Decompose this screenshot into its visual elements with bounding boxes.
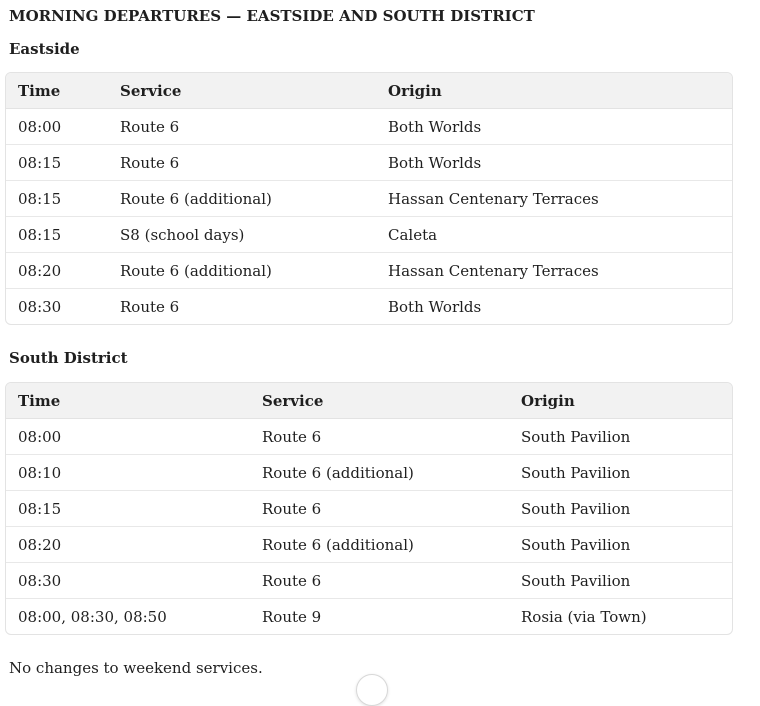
departure-time: 08:20 bbox=[6, 253, 108, 289]
departure-origin: Caleta bbox=[376, 217, 732, 253]
footer-note: No changes to weekend services. bbox=[9, 659, 263, 677]
departure-service: Route 6 bbox=[262, 427, 322, 446]
column-header-service: Service bbox=[108, 73, 376, 109]
departure-service: Route 6 bbox=[250, 491, 509, 527]
table-row bbox=[6, 563, 732, 599]
departure-time: 08:15 bbox=[6, 145, 108, 181]
departure-time: 08:20 bbox=[6, 527, 250, 563]
departure-origin: Rosia (via Town) bbox=[509, 599, 732, 635]
eastside-table bbox=[6, 73, 732, 324]
departure-time: 08:10 bbox=[6, 455, 250, 491]
departure-time: 08:15 bbox=[6, 217, 108, 253]
departure-time: 08:00, 08:30, 08:50 bbox=[6, 599, 250, 635]
departure-time: 08:15 bbox=[6, 491, 250, 527]
departure-origin: Both Worlds bbox=[376, 145, 732, 181]
column-header-service: Service bbox=[250, 383, 509, 419]
table-row bbox=[6, 289, 732, 325]
departure-service: Route 6 (additional) bbox=[108, 181, 376, 217]
departure-time: 08:00 bbox=[18, 117, 62, 136]
departure-origin: South Pavilion bbox=[509, 563, 732, 599]
table-row bbox=[6, 181, 732, 217]
departure-origin: South Pavilion bbox=[521, 427, 631, 446]
departure-service: Route 6 (additional) bbox=[250, 527, 509, 563]
departure-service: Route 6 bbox=[108, 145, 376, 181]
departure-origin: South Pavilion bbox=[509, 527, 732, 563]
table-row bbox=[6, 109, 732, 145]
eastside-header-row bbox=[6, 73, 732, 109]
departure-time: 08:15 bbox=[6, 181, 108, 217]
departure-origin: South Pavilion bbox=[509, 455, 732, 491]
departure-service: Route 6 (additional) bbox=[108, 253, 376, 289]
departure-service: Route 6 bbox=[250, 563, 509, 599]
departure-service: Route 6 bbox=[108, 289, 376, 325]
south-district-header-row bbox=[6, 383, 732, 419]
departure-origin: Hassan Centenary Terraces bbox=[376, 181, 732, 217]
eastside-heading: Eastside bbox=[9, 40, 80, 58]
south-district-table-container bbox=[5, 382, 733, 635]
column-header-origin: Origin bbox=[376, 73, 732, 109]
table-row bbox=[6, 419, 732, 455]
south-district-heading: South District bbox=[9, 349, 128, 367]
departure-origin: Both Worlds bbox=[376, 289, 732, 325]
departure-time: 08:00 bbox=[18, 427, 62, 446]
column-header-time: Time bbox=[6, 383, 250, 419]
table-row bbox=[6, 491, 732, 527]
departure-origin: Both Worlds bbox=[388, 117, 482, 136]
departure-service: Route 9 bbox=[250, 599, 509, 635]
departure-service: Route 6 (additional) bbox=[250, 455, 509, 491]
table-row bbox=[6, 527, 732, 563]
table-row bbox=[6, 253, 732, 289]
scroll-down-button[interactable] bbox=[356, 674, 388, 706]
table-row bbox=[6, 599, 732, 635]
page-title: MORNING DEPARTURES — EASTSIDE AND SOUTH DISTRICT bbox=[9, 7, 535, 25]
departure-service: Route 6 bbox=[120, 117, 180, 136]
departure-origin: Hassan Centenary Terraces bbox=[376, 253, 732, 289]
departure-time: 08:30 bbox=[6, 289, 108, 325]
table-row bbox=[6, 455, 732, 491]
departure-time: 08:30 bbox=[6, 563, 250, 599]
eastside-table-container bbox=[5, 72, 733, 325]
south-district-table bbox=[6, 383, 732, 634]
departure-service: S8 (school days) bbox=[108, 217, 376, 253]
column-header-time: Time bbox=[6, 73, 108, 109]
table-row bbox=[6, 217, 732, 253]
departure-origin: South Pavilion bbox=[509, 491, 732, 527]
table-row bbox=[6, 145, 732, 181]
column-header-origin: Origin bbox=[509, 383, 732, 419]
